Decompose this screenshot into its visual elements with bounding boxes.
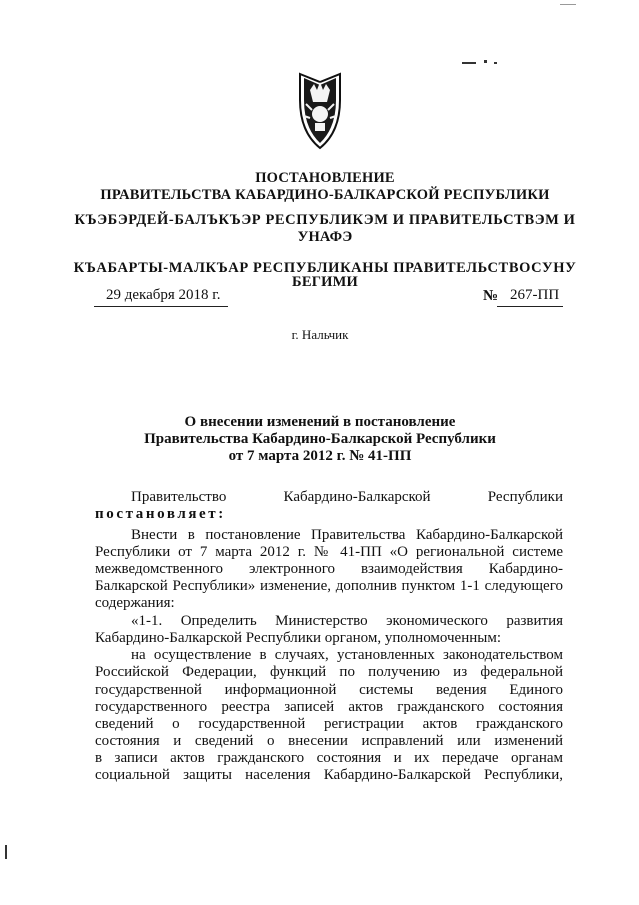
body-line: на осуществление в случаях, установленных законодательством <box>131 647 563 663</box>
scan-speck <box>560 4 576 5</box>
body-line: Кабардино-Балкарской Республики органом, уполномоченным: <box>95 630 502 646</box>
body-line: сведений о государственной регистрации актов гражданского <box>95 716 563 732</box>
scan-speck <box>484 60 487 63</box>
scan-speck <box>462 62 476 64</box>
scan-edge-mark <box>5 845 7 859</box>
body-line: Республики от 7 марта 2012 г. № 41-ПП «О региональной системе <box>95 544 563 560</box>
issuer-heading-kab-line1: КЪЭБЭРДЕЙ-БАЛЪКЪЭР РЕСПУБЛИКЭМ И ПРАВИТЕЛЬСТВЭМ И <box>74 212 576 228</box>
document-number: 267-ПП <box>510 287 560 303</box>
body-line-decree-verb: постановляет: <box>95 506 226 522</box>
issuer-heading-balk-line2: БЕГИМИ <box>292 274 358 290</box>
body-line: состояния и сведений о внесении исправлений или изменений <box>95 733 563 749</box>
coat-of-arms-emblem <box>296 70 344 150</box>
body-line: государственной информационной системы ведения Единого <box>95 682 563 698</box>
scan-speck <box>494 62 497 64</box>
document-title-line1: О внесении изменений в постановление <box>184 414 456 430</box>
body-line: Правительство Кабардино-Балкарской Республики <box>131 489 563 505</box>
document-title-line2: Правительства Кабардино-Балкарской Республики <box>144 431 496 447</box>
body-line: содержания: <box>95 595 175 611</box>
body-line: Внести в постановление Правительства Кабардино-Балкарской <box>131 527 563 543</box>
issuer-heading-ru: ПРАВИТЕЛЬСТВА КАБАРДИНО-БАЛКАРСКОЙ РЕСПУБЛИКИ <box>100 187 550 203</box>
issuer-heading-kab-line2: УНАФЭ <box>297 229 353 245</box>
date-underline <box>94 306 228 307</box>
issuer-heading-balk-line1: КЪАБАРТЫ-МАЛКЪАР РЕСПУБЛИКАНЫ ПРАВИТЕЛЬСТВОСУНУ <box>73 260 577 276</box>
document-title-line3: от 7 марта 2012 г. № 41-ПП <box>228 448 412 464</box>
body-line: межведомственного электронного взаимодействия Кабардино- <box>95 561 563 577</box>
document-date: 29 декабря 2018 г. <box>106 287 221 303</box>
number-sign: № <box>483 288 499 304</box>
body-line: «1-1. Определить Министерство экономического развития <box>131 613 563 629</box>
city-name: г. Нальчик <box>291 327 349 342</box>
body-line: государственного реестра записей актов гражданского состояния <box>95 699 563 715</box>
body-line: в записи актов гражданского состояния и их передаче органам <box>95 750 563 766</box>
body-line: Российской Федерации, функций по получению из федеральной <box>95 664 563 680</box>
body-line: Балкарской Республики» изменение, дополнив пунктом 1-1 следующего <box>95 578 563 594</box>
doc-type-heading: ПОСТАНОВЛЕНИЕ <box>255 170 395 186</box>
body-line: социальной защиты населения Кабардино-Балкарской Республики, <box>95 767 563 783</box>
number-underline <box>497 306 563 307</box>
